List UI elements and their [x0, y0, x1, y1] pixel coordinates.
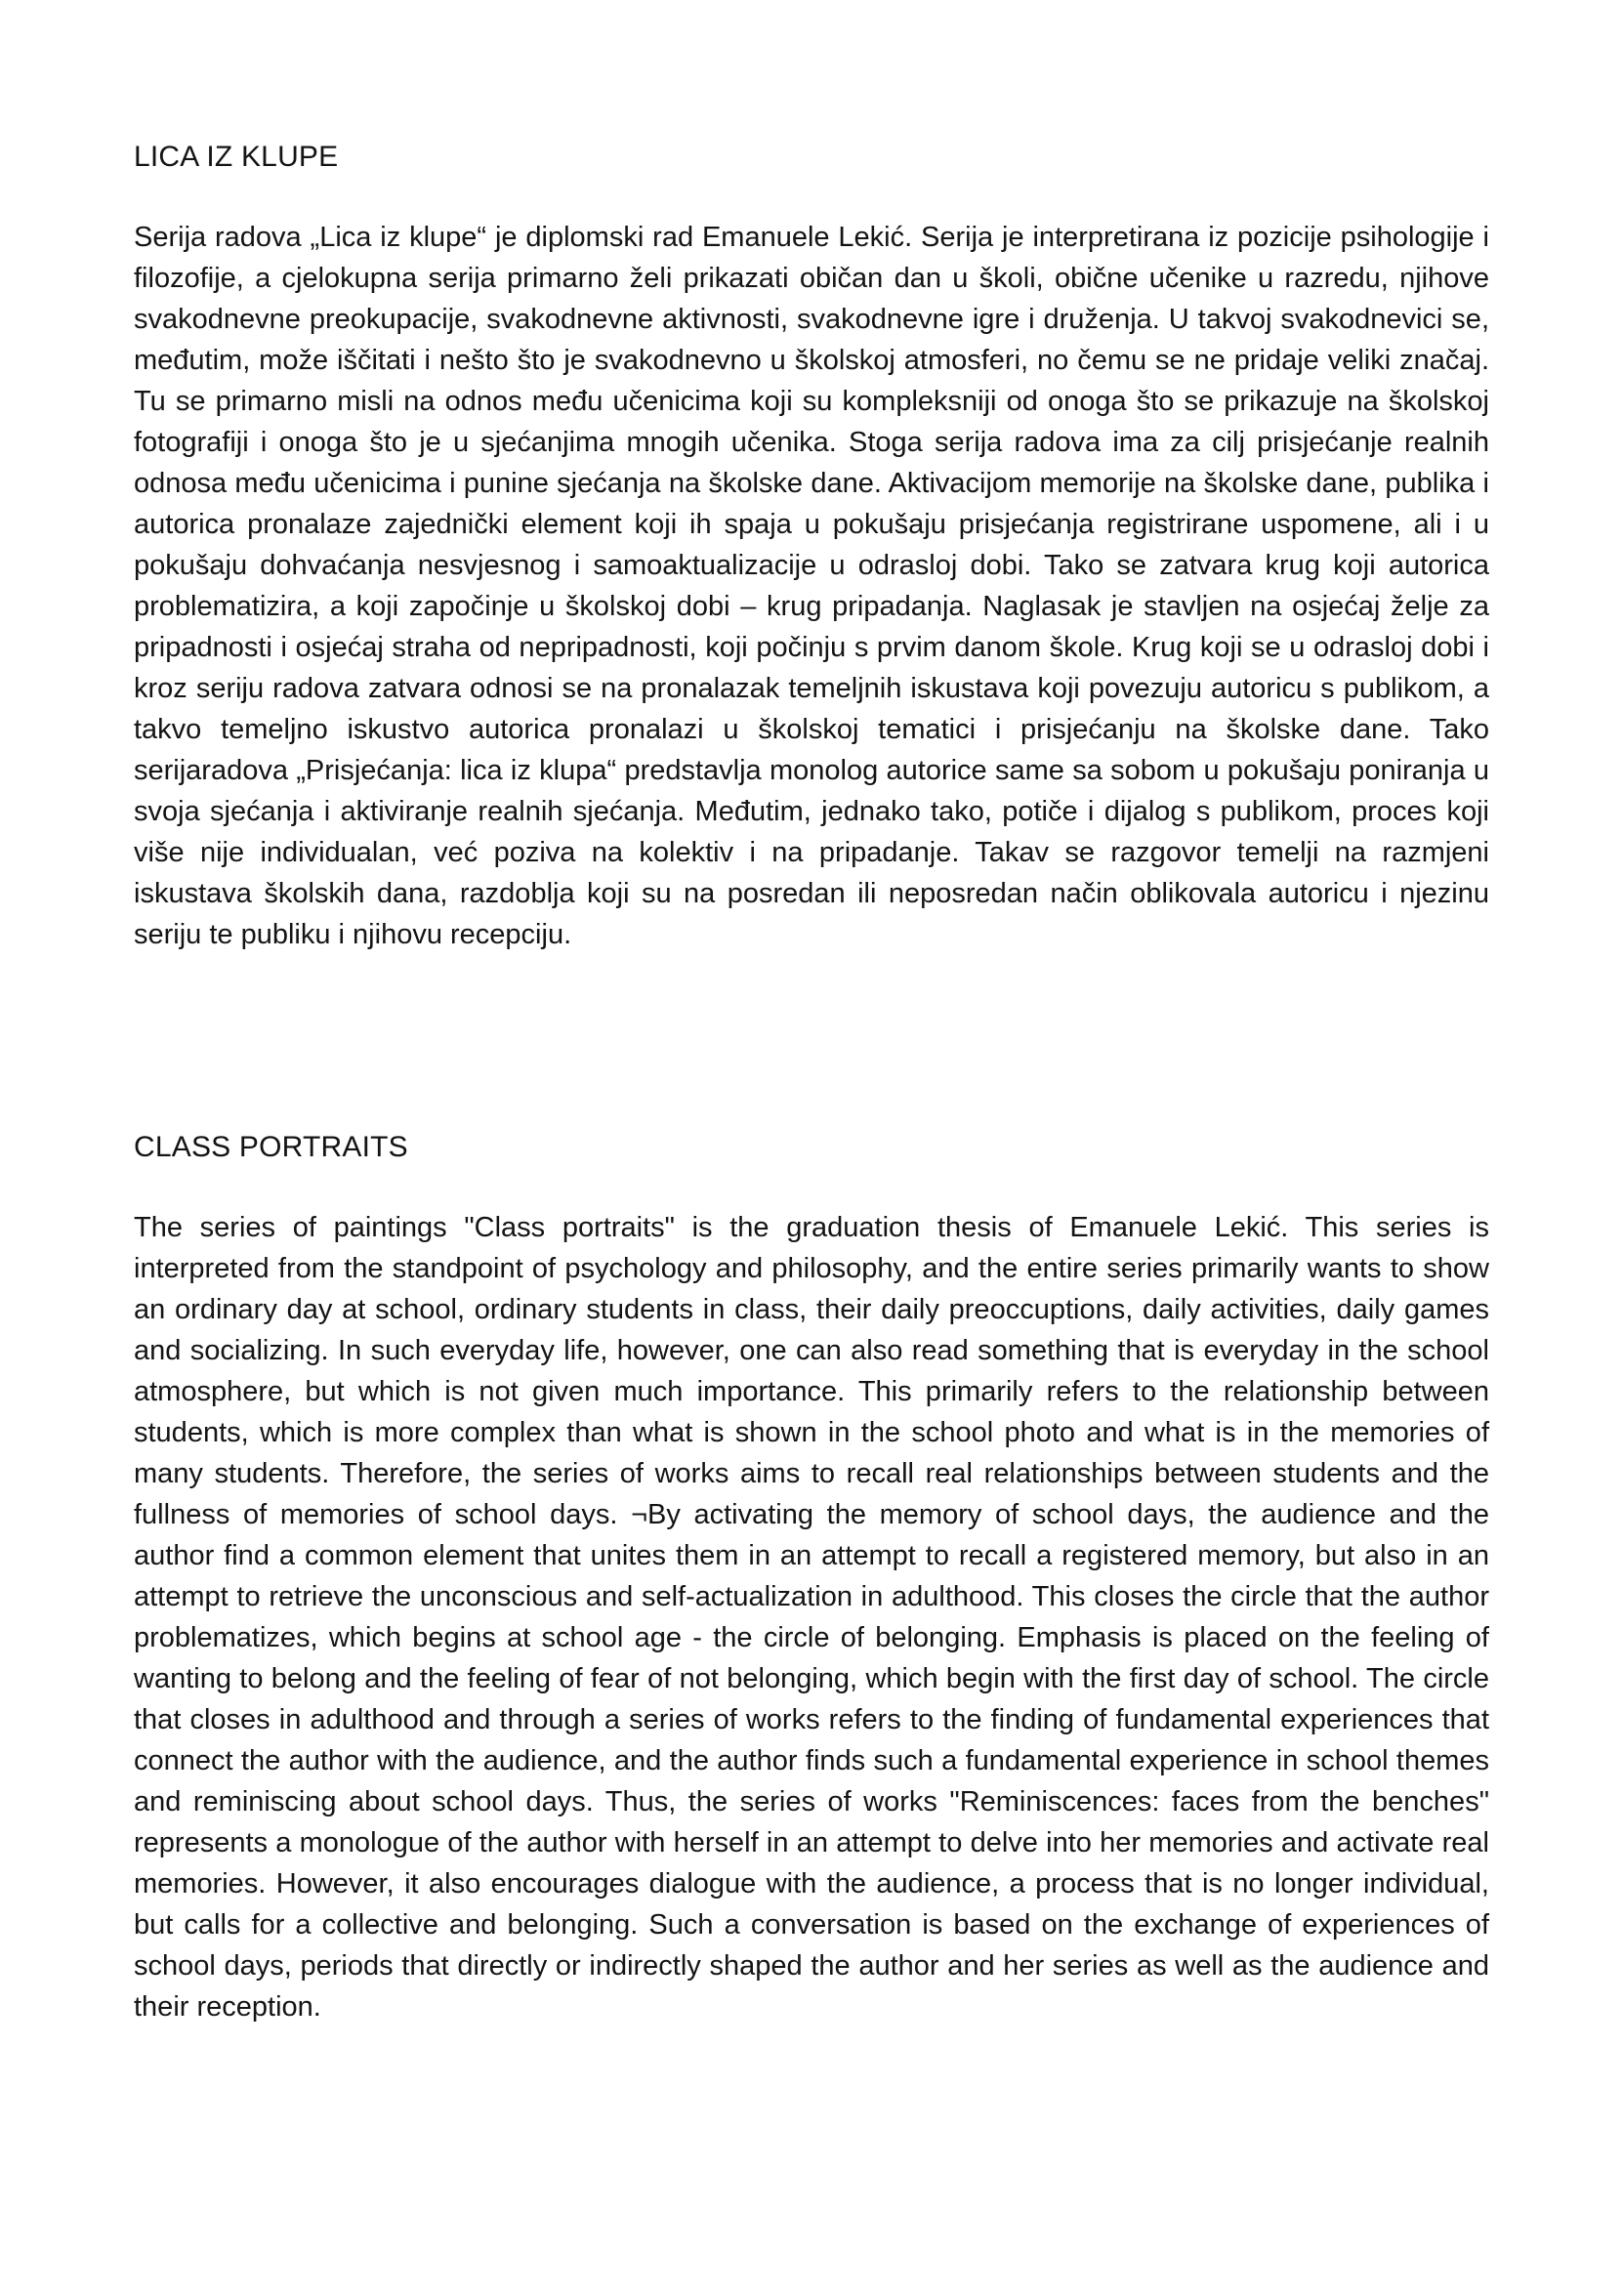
section-class-portraits [134, 1127, 1489, 2027]
section-body-text: The series of paintings "Class portraits" is the graduation thesis of Emanuele Lekić. This series is interpreted from the standpoint of psychology and philosophy, and the entire series primarily wants to show an ordinary day at school, ordinary students in class, their daily preoccuptions, daily activities, daily games and socializing. In such everyday life, however, one can also read something that is everyday in the school atmosphere, but which is not given much importance. This primarily refers to the relationship between students, which is more complex than what is shown in the school photo and what is in the memories of many students. Therefore, the series of works aims to recall real relationships between students and the fullness of memories of school days. ¬By activating the memory of school days, the audience and the author find a common element that unites them in an attempt to recall a registered memory, but also in an attempt to retrieve the unconscious and self-actualization in adulthood. This closes the circle that the author problematizes, which begins at school age - the circle of belonging. Emphasis is placed on the feeling of wanting to belong and the feeling of fear of not belonging, which begin with the first day of school. The circle that closes in adulthood and through a series of works refers to the finding of fundamental experiences that connect the author with the audience, and the author finds such a fundamental experience in school themes and reminiscing about school days. Thus, the series of works "Reminiscences: faces from the benches" represents a monologue of the author with herself in an attempt to delve into her memories and activate real memories. However, it also encourages dialogue with the audience, a process that is no longer individual, but calls for a collective and belonging. Such a conversation is based on the exchange of experiences of school days, periods that directly or indirectly shaped the author and her series as well as the audience and their reception. [134, 1212, 1489, 2023]
section-heading: CLASS PORTRAITS [134, 1131, 408, 1163]
section-body-text: Serija radova „Lica iz klupe“ je diplomski rad Emanuele Lekić. Serija je interpretirana iz pozicije psihologije i filozofije, a cjelokupna serija primarno želi prikazati običan dan u školi, obične učenike u razredu, njihove svakodnevne preokupacije, svakodnevne aktivnosti, svakodnevne igre i druženja. U takvoj svakodnevici se, međutim, može iščitati i nešto što je svakodnevno u školskoj atmosferi, no čemu se ne pridaje veliki značaj. Tu se primarno misli na odnos među učenicima koji su kompleksniji od onoga što se prikazuje na školskoj fotografiji i onoga što je u sjećanjima mnogih učenika. Stoga serija radova ima za cilj prisjećanje realnih odnosa među učenicima i punine sjećanja na školske dane. Aktivacijom memorije na školske dane, publika i autorica pronalaze zajednički element koji ih spaja u pokušaju prisjećanja registrirane uspomene, ali i u pokušaju dohvaćanja nesvjesnog i samoaktualizacije u odrasloj dobi. Tako se zatvara krug koji autorica problematizira, a koji započinje u školskoj dobi – krug pripadanja. Naglasak je stavljen na osjećaj želje za pripadnosti i osjećaj straha od nepripadnosti, koji počinju s prvim danom škole. Krug koji se u odrasloj dobi i kroz seriju radova zatvara odnosi se na pronalazak temeljnih iskustava koji povezuju autoricu s publikom, a takvo temeljno iskustvo autorica pronalazi u školskoj tematici i prisjećanju na školske dane. Tako serijaradova „Prisjećanja: lica iz klupa“ predstavlja monolog autorice same sa sobom u pokušaju poniranja u svoja sjećanja i aktiviranje realnih sjećanja. Međutim, jednako tako, potiče i dijalog s publikom, proces koji više nije individualan, već poziva na kolektiv i na pripadanje. Takav se razgovor temelji na razmjeni iskustava školskih dana, razdoblja koji su na posredan ili neposredan način oblikovala autoricu i njezinu seriju te publiku i njihovu recepciju. [134, 222, 1489, 950]
section-heading: LICA IZ KLUPE [134, 141, 339, 173]
section-lica-iz-klupe [134, 137, 1489, 955]
